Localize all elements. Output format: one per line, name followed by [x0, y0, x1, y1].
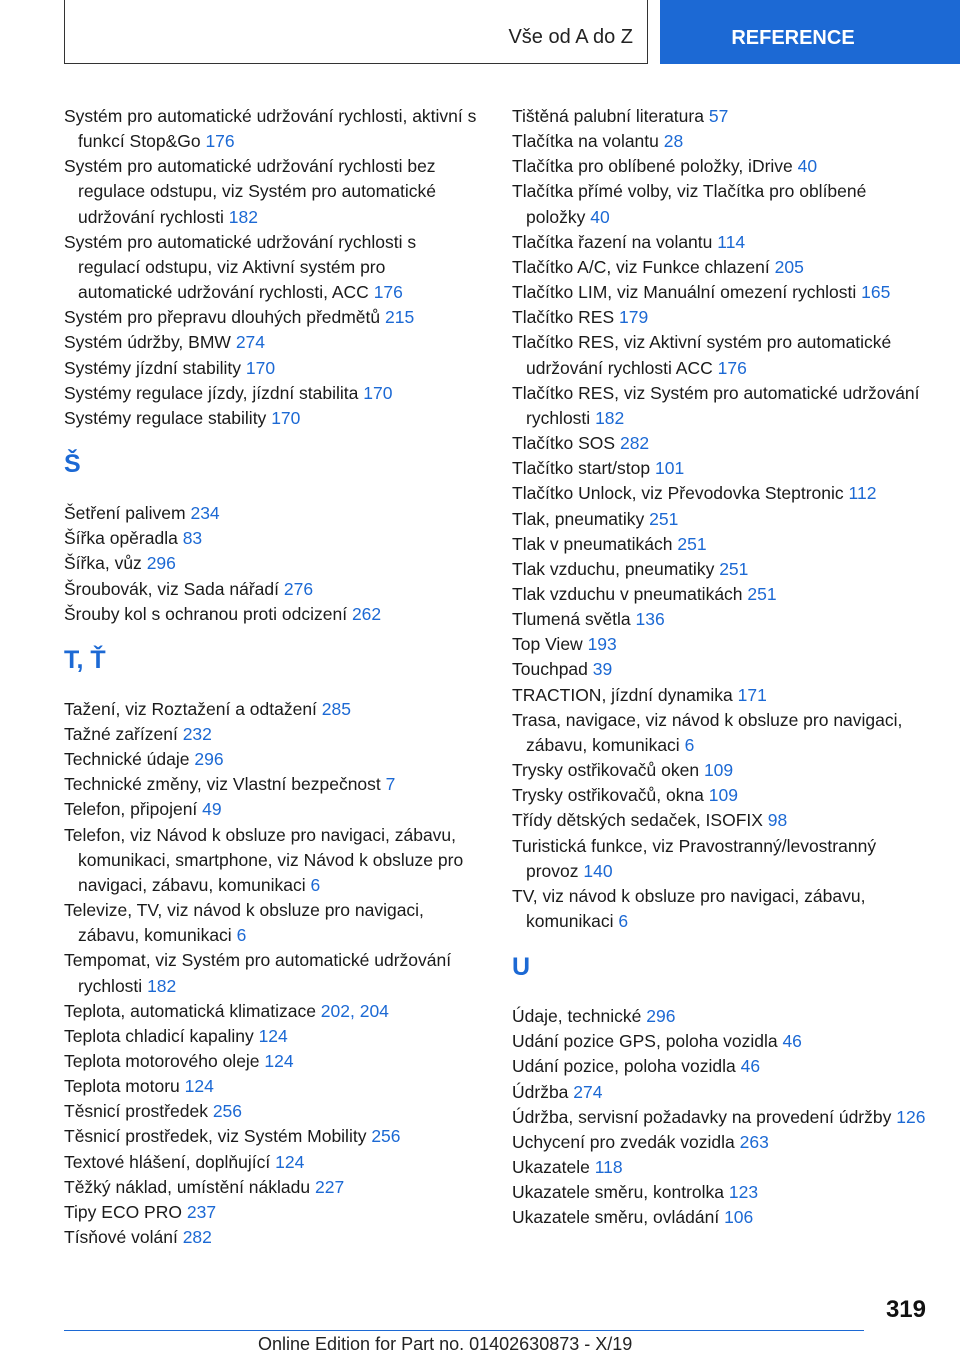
index-entry-text: Systém pro automatické udržování rychlosti s regulací odstupu, viz Aktivní systém pro automatické udržování rychlosti, ACC	[64, 231, 417, 303]
index-entry	[512, 884, 928, 934]
index-entry	[64, 406, 478, 431]
index-entry	[64, 1150, 478, 1175]
index-entry-text: Tlačítka řazení na volantu	[512, 231, 713, 252]
page-reference-link[interactable]: 193	[587, 634, 617, 655]
index-entry	[64, 999, 478, 1024]
header-section-box	[64, 0, 648, 64]
index-entry-text: Šroubovák, viz Sada nářadí	[64, 578, 279, 599]
index-entry-text: Tlak vzduchu, pneumatiky	[512, 558, 715, 579]
index-entry	[512, 532, 928, 557]
page-reference-link[interactable]: 6	[684, 734, 695, 755]
index-entry-text: Těsnicí prostředek	[64, 1101, 208, 1122]
page-reference-link[interactable]: 124	[258, 1025, 288, 1046]
index-entry-text: Tlačítko RES, viz Systém pro automatické udržování rychlosti	[512, 382, 920, 428]
index-entry-text: Touchpad	[512, 659, 588, 680]
index-entry	[64, 1200, 478, 1225]
index-entry-text: Systém pro automatické udržování rychlosti, aktivní s funkcí Stop&Go	[64, 106, 477, 152]
index-entry-text: Tlačítko Unlock, viz Převodovka Steptronic	[512, 483, 844, 504]
index-entry	[512, 104, 928, 129]
index-entry-text: Systémy regulace stability	[64, 407, 267, 428]
page-reference-link[interactable]: 6	[618, 911, 629, 931]
index-entry	[512, 834, 928, 884]
index-entry	[512, 1130, 928, 1155]
page-reference-link[interactable]: 136	[635, 609, 665, 630]
index-section-heading: Š	[64, 450, 81, 479]
page-reference-link[interactable]: 274	[573, 1081, 603, 1102]
page-reference-link[interactable]: 256	[212, 1101, 243, 1122]
page-reference-link[interactable]: 124	[275, 1151, 305, 1172]
index-entry-text: Těžký náklad, umístění nákladu	[64, 1176, 311, 1197]
index-entry-text: Tlačítko RES, viz Aktivní systém pro automatické udržování rychlosti ACC	[512, 332, 892, 378]
index-entry	[64, 104, 478, 154]
page-reference-link[interactable]: 232	[182, 723, 212, 744]
index-entry-text: Tažení, viz Roztažení a odtažení	[64, 698, 317, 719]
page-reference-link[interactable]: 274	[235, 332, 266, 353]
index-entry-text: Šetření palivem	[64, 503, 186, 524]
index-entry	[512, 381, 928, 431]
index-entry	[64, 948, 478, 998]
index-entry-text: Udání pozice, poloha vozidla	[512, 1056, 736, 1077]
index-entry	[512, 129, 928, 154]
page-reference-link[interactable]: 109	[703, 760, 734, 781]
page-reference-link[interactable]: 114	[717, 231, 746, 252]
page-reference-link[interactable]: 256	[371, 1126, 401, 1147]
index-entry	[512, 280, 928, 305]
page-reference-link[interactable]: 98	[767, 810, 788, 831]
index-entry	[64, 577, 478, 602]
index-entry-text: TV, viz návod k obsluze pro navigaci, zábavu, komunikaci	[512, 885, 866, 931]
page-reference-link[interactable]: 112	[848, 483, 877, 504]
index-entry	[512, 708, 928, 758]
index-entry-text: Tlumená světla	[512, 609, 631, 630]
index-entry	[512, 507, 928, 532]
page-reference-link[interactable]: 39	[592, 659, 613, 680]
index-entry-text: Tlačítko start/stop	[512, 458, 651, 479]
index-entry-text: Tlačítko LIM, viz Manuální omezení rychlosti	[512, 282, 857, 303]
page-reference-link[interactable]: 215	[385, 307, 415, 328]
index-entry	[512, 657, 928, 682]
index-entry-text: Trasa, navigace, viz návod k obsluze pro navigaci, zábavu, komunikaci	[512, 709, 903, 755]
index-entry-text: Tlačítko RES	[512, 307, 615, 328]
index-entry	[64, 797, 478, 822]
index-entry-text: Telefon, viz Návod k obsluze pro navigaci, zábavu, komunikaci, smartphone, viz Návod k obsluze pro navigaci, zábavu, komunikaci	[64, 824, 464, 895]
index-entry	[512, 456, 928, 481]
page-reference-link[interactable]: 262	[351, 603, 382, 624]
index-entry	[512, 758, 928, 783]
reference-tab[interactable]	[660, 0, 960, 64]
page-reference-link[interactable]: 118	[594, 1157, 623, 1178]
page-reference-link[interactable]: 46	[740, 1056, 761, 1077]
index-entry-text: Systémy regulace jízdy, jízdní stabilita	[64, 382, 359, 403]
index-entry	[64, 330, 478, 355]
index-entry	[512, 230, 928, 255]
index-entry-text: Šířka opěradla	[64, 528, 178, 549]
page-reference-link[interactable]: 176	[205, 131, 235, 152]
index-entry-text: Údaje, technické	[512, 1006, 642, 1027]
page-reference-link[interactable]: 165	[861, 282, 891, 303]
index-entry	[64, 381, 478, 406]
page-reference-link[interactable]: 176	[373, 282, 403, 303]
index-column-right	[512, 104, 928, 1231]
page-reference-link[interactable]: 57	[708, 106, 729, 126]
index-entry-text: Technické údaje	[64, 749, 190, 770]
page-reference-link[interactable]: 263	[739, 1131, 769, 1152]
index-entry	[512, 607, 928, 632]
footer-divider	[64, 1330, 864, 1331]
index-entry	[512, 330, 928, 380]
page-number: 319	[885, 1296, 926, 1323]
page-reference-link[interactable]: 171	[737, 684, 767, 705]
page-reference-link[interactable]: 6	[236, 925, 247, 946]
index-entry	[64, 1099, 478, 1124]
page-reference-link[interactable]: 170	[245, 357, 276, 378]
index-entry-text: Šrouby kol s ochranou proti odcizení	[64, 603, 348, 624]
index-entry-text: Ukazatele směru, ovládání	[512, 1207, 720, 1228]
index-section-heading: T, Ť	[64, 645, 106, 674]
page-reference-link[interactable]: 251	[719, 558, 749, 579]
page-reference-link[interactable]: 282	[619, 433, 650, 454]
index-entry-text: Teplota motorového oleje	[64, 1051, 260, 1071]
index-entry-text: Systém pro přepravu dlouhých předmětů	[64, 307, 381, 328]
index-entry	[512, 783, 928, 808]
page-reference-link[interactable]: 276	[283, 578, 314, 599]
index-entry-text: Trysky ostřikovačů, okna	[512, 785, 704, 806]
page-reference-link[interactable]: 237	[186, 1201, 217, 1222]
index-entry-text: Údržba, servisní požadavky na provedení údržby	[512, 1106, 892, 1127]
index-entry-text: Třídy dětských sedaček, ISOFIX	[512, 810, 763, 831]
page-reference-link[interactable]: 205	[774, 256, 804, 277]
page-reference-link[interactable]: 282	[182, 1227, 212, 1248]
index-entry	[64, 526, 478, 551]
index-entry	[512, 481, 928, 506]
page-reference-link[interactable]: 251	[747, 583, 777, 604]
page-reference-link[interactable]: 179	[619, 307, 649, 328]
index-entry-text: Tlak v pneumatikách	[512, 533, 673, 554]
page-reference-link[interactable]: 106	[724, 1207, 754, 1228]
page-reference-link[interactable]: 296	[146, 553, 176, 574]
index-entry	[64, 602, 478, 627]
index-entry	[512, 1180, 928, 1205]
index-entry	[64, 356, 478, 381]
index-entry	[512, 1155, 928, 1180]
index-entry-text: Uchycení pro zvedák vozidla	[512, 1131, 735, 1152]
page-reference-link[interactable]: 202, 204	[320, 1000, 389, 1021]
index-entry-text: Televize, TV, viz návod k obsluze pro navigaci, zábavu, komunikaci	[64, 900, 424, 946]
index-column-left	[64, 104, 478, 1250]
index-entry-text: Ukazatele	[512, 1157, 590, 1178]
index-entry	[512, 179, 928, 229]
index-entry-text: Těsnicí prostředek, viz Systém Mobility	[64, 1126, 367, 1147]
index-entry-text: Tlak, pneumatiky	[512, 508, 645, 529]
index-entry-text: Údržba	[512, 1081, 569, 1102]
page-reference-link[interactable]: 227	[314, 1176, 345, 1197]
index-entry	[64, 697, 478, 722]
index-entry-text: Tlačítko SOS	[512, 433, 616, 454]
page-reference-link[interactable]: 6	[310, 874, 321, 895]
index-entry	[512, 1004, 928, 1029]
page-reference-link[interactable]: 124	[264, 1051, 294, 1071]
index-entry-text: Textové hlášení, doplňující	[64, 1151, 271, 1172]
index-entry	[64, 747, 478, 772]
index-entry-text: Tištěná palubní literatura	[512, 106, 704, 126]
index-entry-text: Systém pro automatické udržování rychlosti bez regulace odstupu, viz Systém pro automatické udržování rychlosti	[64, 156, 436, 227]
page-reference-link[interactable]: 182	[147, 975, 177, 996]
index-entry	[512, 683, 928, 708]
index-entry	[64, 501, 478, 526]
index-entry-text: TRACTION, jízdní dynamika	[512, 684, 733, 705]
index-entry	[512, 1205, 928, 1230]
index-entry-text: Tlačítka přímé volby, viz Tlačítka pro oblíbené položky	[512, 181, 867, 227]
page-reference-link[interactable]: 176	[717, 357, 747, 378]
index-entry-text: Ukazatele směru, kontrolka	[512, 1182, 725, 1203]
index-entry	[512, 1080, 928, 1105]
page-reference-link[interactable]: 182	[228, 206, 258, 227]
page-reference-link[interactable]: 123	[728, 1182, 759, 1203]
index-entry-text: Telefon, připojení	[64, 799, 198, 820]
page-reference-link[interactable]: 234	[190, 503, 220, 524]
page-reference-link[interactable]: 170	[271, 407, 301, 428]
index-entry-text: Systémy jízdní stability	[64, 357, 241, 378]
index-entry-text: Tažné zařízení	[64, 723, 178, 744]
index-entry-text: Tlačítka na volantu	[512, 131, 659, 152]
index-entry	[512, 1054, 928, 1079]
page-reference-link[interactable]: 49	[202, 799, 222, 820]
index-entry	[64, 1024, 478, 1049]
page-reference-link[interactable]: 40	[797, 156, 818, 177]
index-entry	[64, 1124, 478, 1149]
index-entry-text: Teplota, automatická klimatizace	[64, 1000, 316, 1021]
index-entry	[64, 772, 478, 797]
index-entry	[64, 1175, 478, 1200]
index-entry	[64, 823, 478, 898]
index-entry	[512, 305, 928, 330]
page-reference-link[interactable]: 182	[595, 407, 625, 428]
index-entry-text: Tempomat, viz Systém pro automatické udržování rychlosti	[64, 950, 452, 996]
page-reference-link[interactable]: 46	[782, 1031, 802, 1052]
index-entry	[64, 230, 478, 305]
index-section-heading: U	[512, 953, 531, 982]
index-entry	[512, 557, 928, 582]
index-entry-text: Tlačítka pro oblíbené položky, iDrive	[512, 156, 793, 177]
index-entry	[512, 808, 928, 833]
page-reference-link[interactable]: 251	[677, 533, 707, 554]
page-reference-link[interactable]: 126	[896, 1106, 926, 1127]
index-entry	[512, 632, 928, 657]
page-reference-link[interactable]: 40	[590, 206, 610, 227]
index-entry	[512, 431, 928, 456]
index-entry	[64, 305, 478, 330]
index-entry-text: Šířka, vůz	[64, 553, 142, 574]
page-reference-link[interactable]: 28	[663, 131, 684, 152]
index-entry	[64, 1074, 478, 1099]
index-entry-text: Turistická funkce, viz Pravostranný/levostranný provoz	[512, 835, 877, 881]
index-entry	[64, 1225, 478, 1250]
index-entry-text: Tipy ECO PRO	[64, 1201, 182, 1222]
index-entry	[512, 1105, 928, 1130]
index-entry-text: Trysky ostřikovačů oken	[512, 760, 700, 781]
index-entry-text: Technické změny, viz Vlastní bezpečnost	[64, 774, 381, 795]
index-entry	[64, 551, 478, 576]
index-entry-text: Systém údržby, BMW	[64, 332, 231, 353]
header-section-title: Vše od A do Z	[508, 26, 633, 48]
index-entry-text: Tlačítko A/C, viz Funkce chlazení	[512, 256, 770, 277]
page-reference-link[interactable]: 296	[646, 1006, 676, 1027]
page-reference-link[interactable]: 296	[194, 749, 224, 770]
index-entry	[64, 722, 478, 747]
page-reference-link[interactable]: 285	[321, 698, 351, 719]
index-entry	[512, 1029, 928, 1054]
page-reference-link[interactable]: 124	[184, 1076, 214, 1097]
index-entry-text: Teplota motoru	[64, 1076, 180, 1097]
footer-edition: Online Edition for Part no. 01402630873 - X/19	[258, 1334, 633, 1354]
page-reference-link[interactable]: 7	[385, 774, 396, 795]
index-entry	[64, 1049, 478, 1074]
index-entry	[512, 154, 928, 179]
page-reference-link[interactable]: 140	[583, 860, 613, 881]
index-entry-text: Udání pozice GPS, poloha vozidla	[512, 1031, 778, 1052]
index-entry-text: Top View	[512, 634, 583, 655]
index-entry	[64, 898, 478, 948]
index-entry	[512, 582, 928, 607]
page-reference-link[interactable]: 170	[363, 382, 393, 403]
index-entry-text: Teplota chladicí kapaliny	[64, 1025, 254, 1046]
page-reference-link[interactable]: 101	[654, 458, 685, 479]
page-reference-link[interactable]: 83	[182, 528, 203, 549]
index-entry-text: Tísňové volání	[64, 1227, 178, 1248]
index-entry	[512, 255, 928, 280]
page-reference-link[interactable]: 109	[708, 785, 738, 806]
index-entry	[64, 154, 478, 229]
reference-tab-label: REFERENCE	[731, 26, 855, 49]
index-entry-text: Tlak vzduchu v pneumatikách	[512, 583, 743, 604]
page-reference-link[interactable]: 251	[649, 508, 679, 529]
